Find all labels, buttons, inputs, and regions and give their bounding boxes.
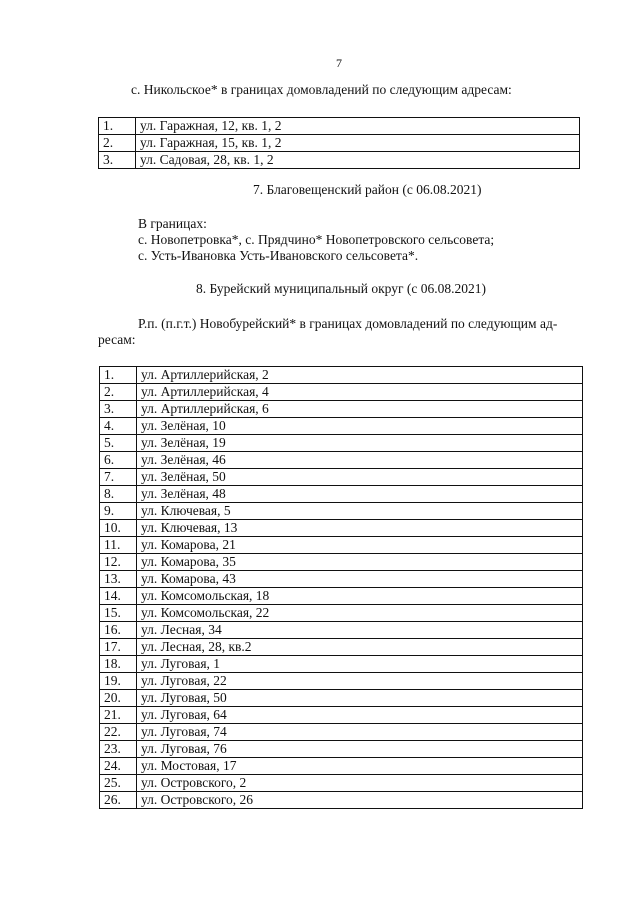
row-number: 1.	[99, 118, 136, 135]
section7-line-1: В границах:	[138, 216, 207, 231]
row-number: 10.	[100, 520, 137, 537]
table-row	[100, 469, 583, 486]
row-address: ул. Комарова, 21	[137, 537, 583, 554]
row-address: ул. Комарова, 35	[137, 554, 583, 571]
row-number: 2.	[99, 135, 136, 152]
row-address: ул. Луговая, 76	[137, 741, 583, 758]
row-number: 14.	[100, 588, 137, 605]
row-number: 20.	[100, 690, 137, 707]
table-row	[100, 792, 583, 809]
row-number: 23.	[100, 741, 137, 758]
row-number: 1.	[100, 367, 137, 384]
row-number: 8.	[100, 486, 137, 503]
row-address: ул. Островского, 26	[137, 792, 583, 809]
table-row	[100, 435, 583, 452]
table-row	[100, 673, 583, 690]
section7-line-2: с. Новопетровка*, с. Прядчино* Новопетровского сельсовета;	[138, 232, 495, 247]
section7-heading: 7. Благовещенский район (с 06.08.2021)	[253, 182, 482, 197]
row-number: 9.	[100, 503, 137, 520]
table-row	[99, 152, 580, 169]
row-number: 3.	[100, 401, 137, 418]
table-row	[100, 605, 583, 622]
row-address: ул. Луговая, 1	[137, 656, 583, 673]
row-address: ул. Ключевая, 13	[137, 520, 583, 537]
table-row	[100, 690, 583, 707]
table-row	[100, 503, 583, 520]
row-number: 18.	[100, 656, 137, 673]
table-row	[100, 622, 583, 639]
section8-heading: 8. Бурейский муниципальный округ (с 06.08.2021)	[196, 281, 486, 296]
table-row	[100, 537, 583, 554]
page-number: 7	[336, 56, 342, 70]
table-row	[100, 554, 583, 571]
row-number: 21.	[100, 707, 137, 724]
row-address: ул. Комарова, 43	[137, 571, 583, 588]
row-address: ул. Гаражная, 12, кв. 1, 2	[136, 118, 580, 135]
row-address: ул. Зелёная, 46	[137, 452, 583, 469]
table-row	[99, 135, 580, 152]
table-row	[100, 384, 583, 401]
row-address: ул. Луговая, 64	[137, 707, 583, 724]
table-row	[100, 707, 583, 724]
table-row	[100, 775, 583, 792]
nikolskoe-intro: с. Никольское* в границах домовладений по следующим адресам:	[131, 82, 512, 97]
table-row	[100, 520, 583, 537]
row-number: 13.	[100, 571, 137, 588]
nikolskoe-address-table	[98, 117, 580, 169]
table-row	[100, 367, 583, 384]
table-row	[100, 724, 583, 741]
table-row	[100, 656, 583, 673]
row-address: ул. Артиллерийская, 6	[137, 401, 583, 418]
row-number: 12.	[100, 554, 137, 571]
row-address: ул. Луговая, 74	[137, 724, 583, 741]
table-row	[100, 418, 583, 435]
novobureysky-address-table	[99, 366, 583, 809]
table-row	[100, 401, 583, 418]
row-number: 7.	[100, 469, 137, 486]
row-number: 26.	[100, 792, 137, 809]
row-number: 16.	[100, 622, 137, 639]
row-address: ул. Артиллерийская, 2	[137, 367, 583, 384]
section8-intro-line-2: ресам:	[98, 332, 136, 347]
row-number: 4.	[100, 418, 137, 435]
row-address: ул. Луговая, 22	[137, 673, 583, 690]
row-address: ул. Комсомольская, 18	[137, 588, 583, 605]
table-row	[100, 588, 583, 605]
row-address: ул. Комсомольская, 22	[137, 605, 583, 622]
row-address: ул. Луговая, 50	[137, 690, 583, 707]
row-address: ул. Лесная, 28, кв.2	[137, 639, 583, 656]
row-address: ул. Зелёная, 48	[137, 486, 583, 503]
row-address: ул. Островского, 2	[137, 775, 583, 792]
section7-line-3: с. Усть-Ивановка Усть-Ивановского сельсовета*.	[138, 248, 419, 263]
row-address: ул. Ключевая, 5	[137, 503, 583, 520]
row-number: 22.	[100, 724, 137, 741]
row-number: 24.	[100, 758, 137, 775]
row-address: ул. Зелёная, 19	[137, 435, 583, 452]
row-address: ул. Лесная, 34	[137, 622, 583, 639]
row-address: ул. Мостовая, 17	[137, 758, 583, 775]
row-number: 6.	[100, 452, 137, 469]
row-number: 17.	[100, 639, 137, 656]
row-address: ул. Гаражная, 15, кв. 1, 2	[136, 135, 580, 152]
table-row	[100, 571, 583, 588]
row-number: 2.	[100, 384, 137, 401]
row-number: 11.	[100, 537, 137, 554]
row-number: 15.	[100, 605, 137, 622]
row-number: 3.	[99, 152, 136, 169]
table-row	[100, 452, 583, 469]
table-row	[100, 639, 583, 656]
row-address: ул. Зелёная, 50	[137, 469, 583, 486]
row-address: ул. Садовая, 28, кв. 1, 2	[136, 152, 580, 169]
row-number: 25.	[100, 775, 137, 792]
table-row	[99, 118, 580, 135]
row-number: 19.	[100, 673, 137, 690]
section8-intro-line-1: Р.п. (п.г.т.) Новобурейский* в границах домовладений по следующим ад-	[138, 316, 558, 331]
row-address: ул. Артиллерийская, 4	[137, 384, 583, 401]
row-number: 5.	[100, 435, 137, 452]
table-row	[100, 758, 583, 775]
table-row	[100, 741, 583, 758]
row-address: ул. Зелёная, 10	[137, 418, 583, 435]
table-row	[100, 486, 583, 503]
